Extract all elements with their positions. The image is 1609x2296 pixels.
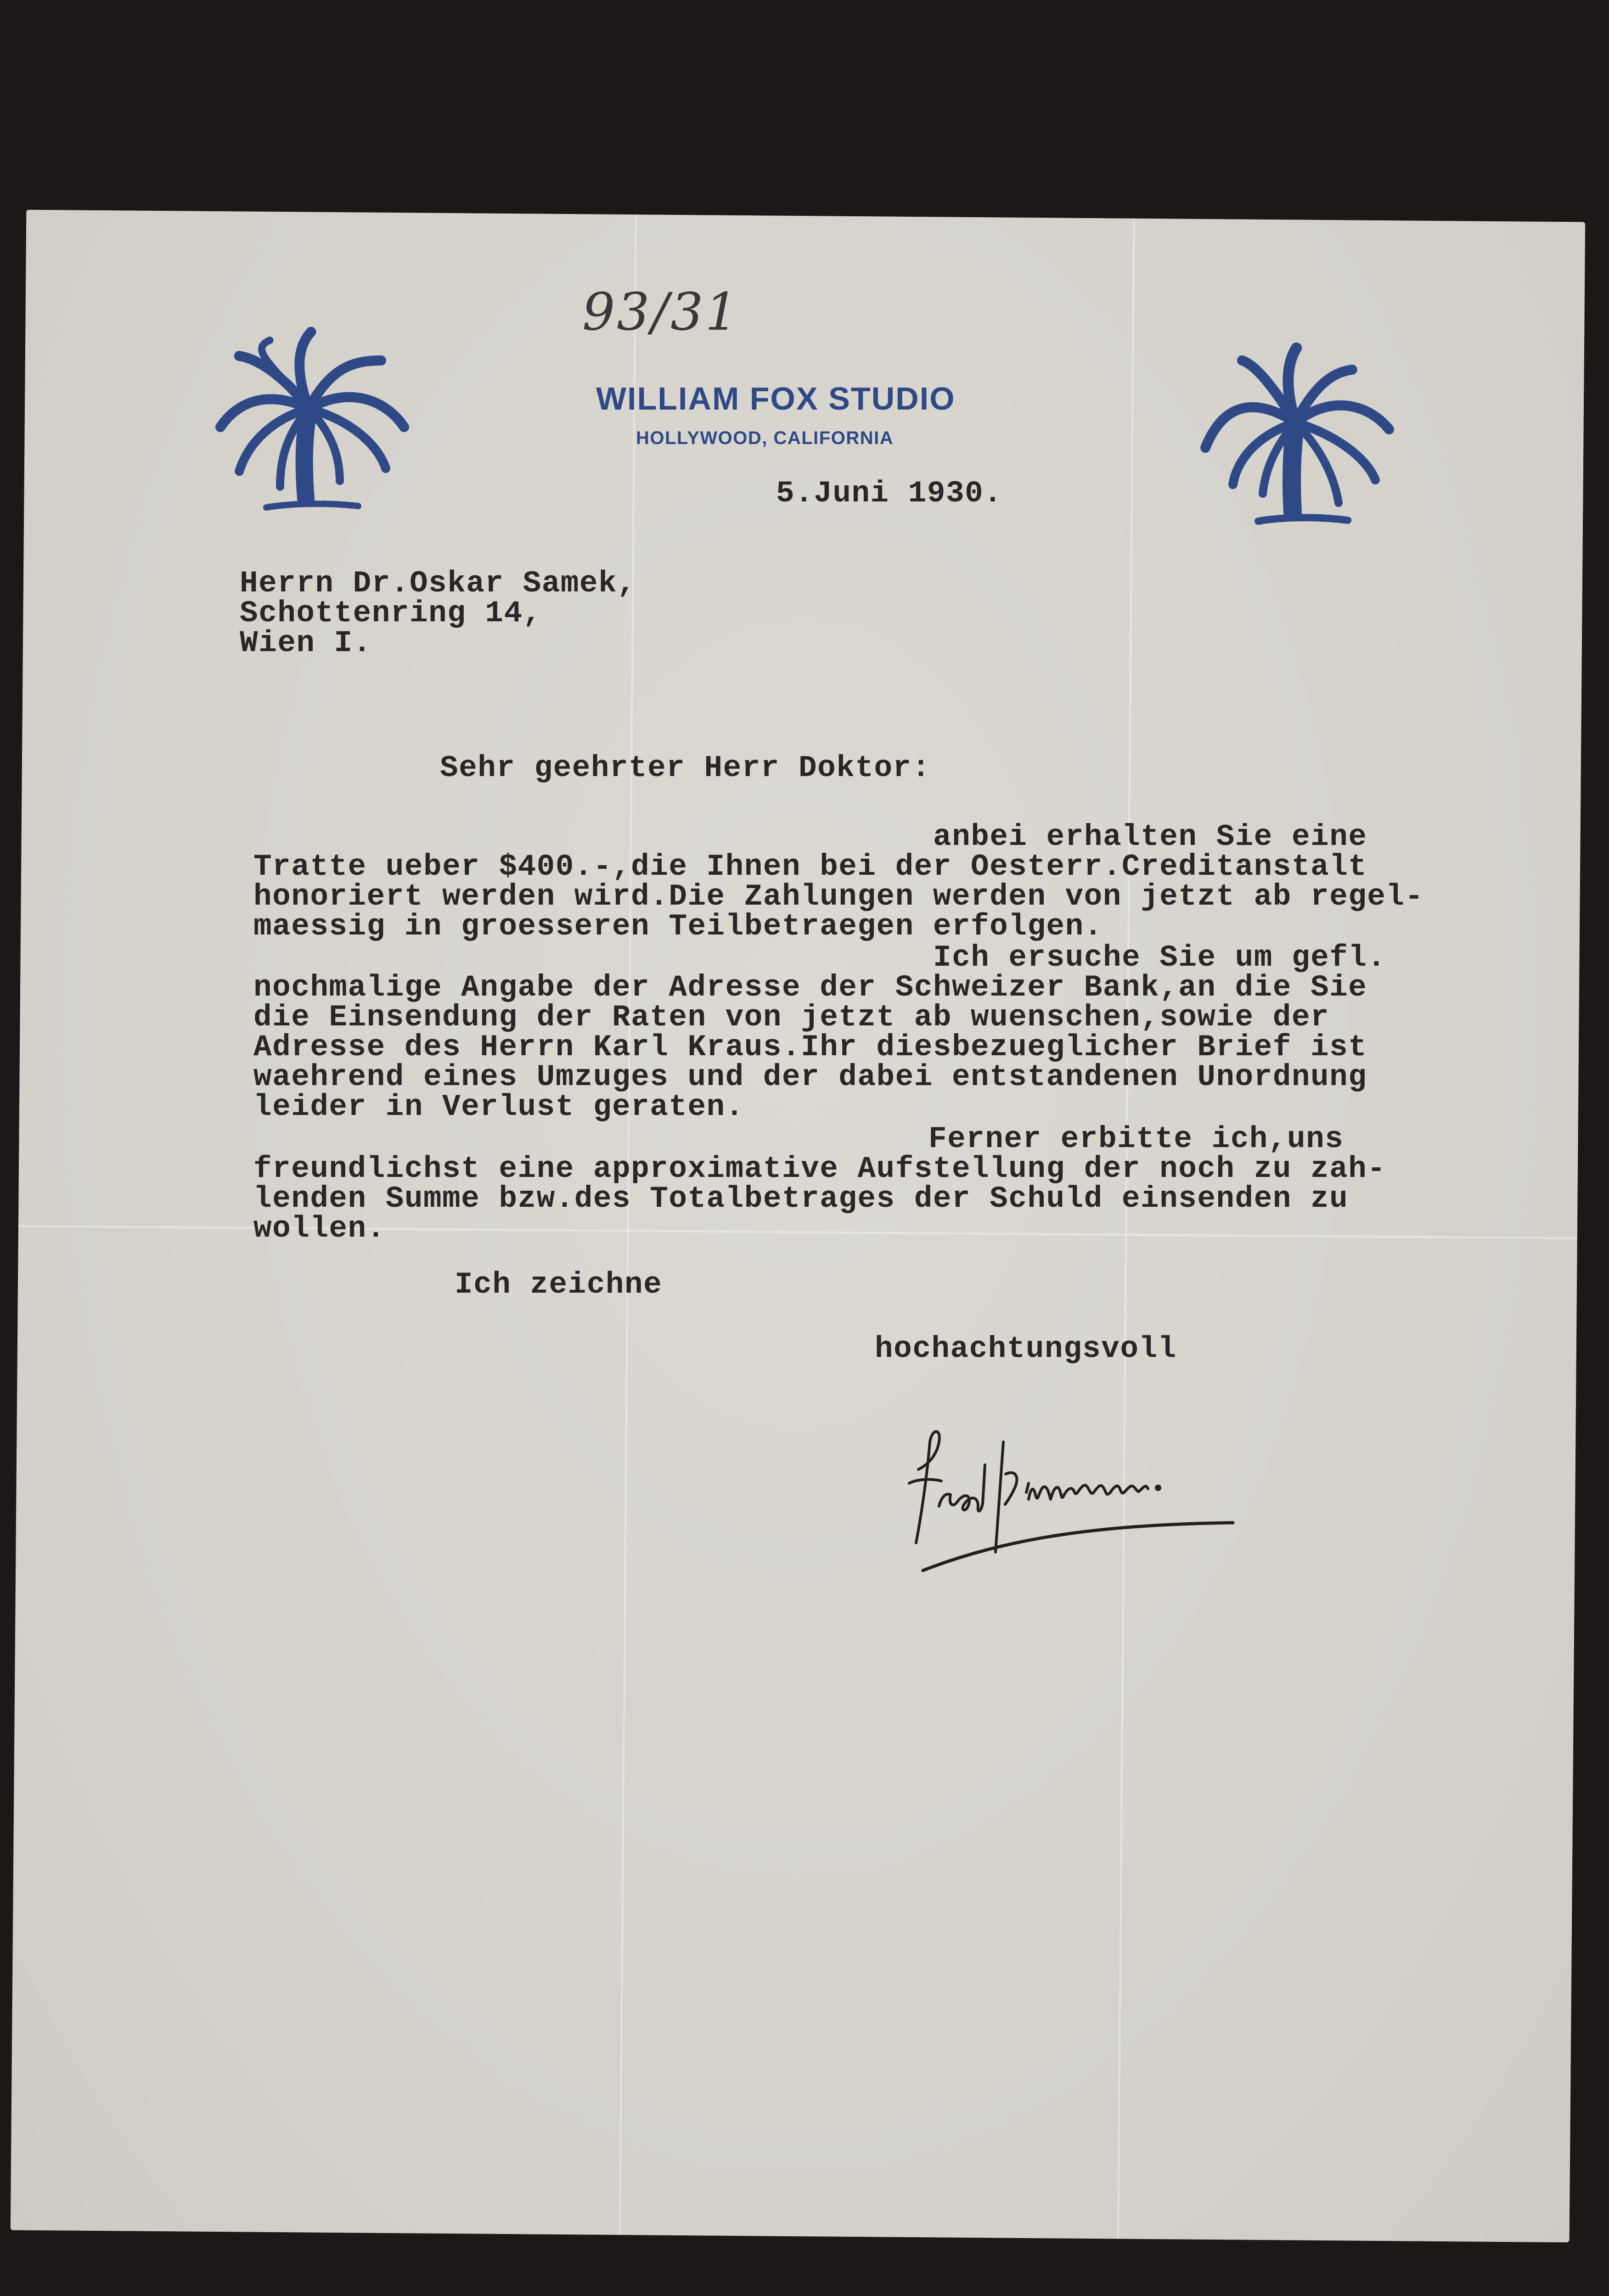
closing-line-2: hochachtungsvoll [875, 1332, 1177, 1366]
letterhead-location: HOLLYWOOD, CALIFORNIA [636, 428, 894, 448]
palm-tree-icon [202, 317, 418, 519]
body-line: Tratte ueber $400.-,die Ihnen bei der Oesterr.Creditanstalt [253, 850, 1367, 884]
body-line: Adresse des Herrn Karl Kraus.Ihr diesbezueglicher Brief ist [253, 1030, 1367, 1064]
salutation: Sehr geehrter Herr Doktor: [440, 751, 931, 785]
body-line: maessig in groesseren Teilbetraegen erfolgen. [253, 909, 1103, 944]
letterhead-company: WILLIAM FOX STUDIO [596, 381, 956, 416]
body-line: Ferner erbitte ich,uns [928, 1122, 1344, 1156]
archive-mark: 93/31 [582, 282, 740, 342]
body-line: anbei erhalten Sie eine [933, 820, 1367, 854]
body-line: lenden Summe bzw.des Totalbetrages der Schuld einsenden zu [253, 1182, 1349, 1216]
recipient-line: Wien I. [240, 626, 372, 660]
body-line: Ich ersuche Sie um gefl. [933, 940, 1386, 975]
body-line: leider in Verlust geraten. [253, 1090, 744, 1124]
recipient-line: Herrn Dr.Oskar Samek, [240, 566, 636, 601]
recipient-address [240, 568, 636, 658]
palm-tree-icon [1182, 324, 1398, 535]
recipient-line: Schottenring 14, [240, 596, 542, 630]
body-paragraph-3 [253, 1124, 1386, 1244]
body-paragraph-2 [253, 940, 1386, 1124]
signature [891, 1414, 1258, 1580]
closing-line-1: Ich zeichne [455, 1267, 663, 1302]
body-line: waehrend eines Umzuges und der dabei entstandenen Unordnung [253, 1060, 1367, 1094]
body-paragraph-1 [253, 820, 1424, 944]
letter-date: 5.Juni 1930. [776, 476, 1003, 511]
body-line: nochmalige Angabe der Adresse der Schweizer Bank,an die Sie [253, 970, 1367, 1005]
body-line: honoriert werden wird.Die Zahlungen werden von jetzt ab regel- [253, 879, 1424, 914]
body-line: die Einsendung der Raten von jetzt ab wuenschen,sowie der [253, 1000, 1330, 1035]
body-line: freundlichst eine approximative Aufstellung der noch zu zah- [253, 1152, 1386, 1186]
body-line: wollen. [253, 1211, 386, 1246]
